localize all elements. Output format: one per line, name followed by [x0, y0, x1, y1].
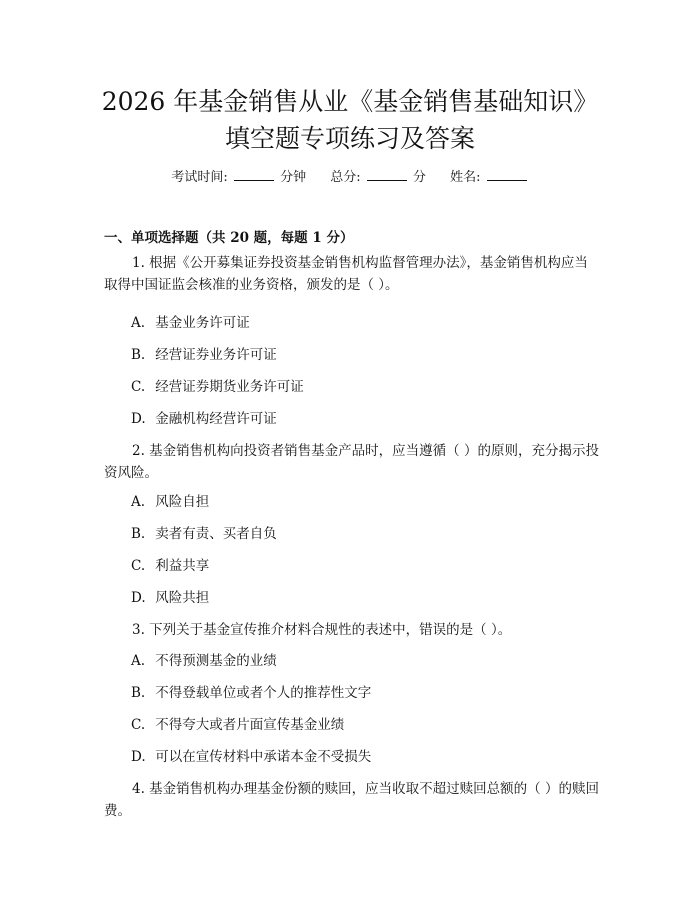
exam-time: [171, 168, 306, 188]
exam-info: [0, 168, 700, 188]
option-text: 基金业务许可证: [155, 315, 250, 331]
student-name-blank: [487, 168, 527, 181]
option-text: 金融机构经营许可证: [155, 411, 277, 427]
question-text: 1. 根据《公开募集证券投资基金销售机构监督管理办法》，基金销售机构应当取得中国证监会核准的业务资格，颁发的是（ ）。: [104, 255, 588, 293]
option-item: [131, 683, 371, 703]
option-text: 风险自担: [155, 494, 210, 510]
option-item: [131, 747, 371, 767]
option-item: [131, 524, 277, 544]
option-letter: A.: [131, 315, 146, 331]
page-subtitle: 填空题专项练习及答案: [224, 124, 475, 153]
option-item: [131, 588, 209, 608]
option-text: 卖者有责、买者自负: [155, 526, 277, 542]
question-text: 2. 基金销售机构向投资者销售基金产品时，应当遵循（ ）的原则，充分揭示投资风险。: [104, 443, 599, 481]
option-text: 可以在宣传材料中承诺本金不受损失: [155, 749, 372, 765]
option-letter: A.: [131, 653, 146, 669]
option-item: [131, 409, 277, 429]
total-score: [330, 168, 426, 188]
section-heading: 一、单项选择题（共 20 题，每题 1 分）: [104, 230, 354, 246]
option-item: [131, 345, 277, 365]
total-score-unit: 分: [412, 170, 426, 185]
exam-time-blank: [234, 168, 274, 181]
option-text: 不得登载单位或者个人的推荐性文字: [155, 685, 372, 701]
option-text: 风险共担: [155, 590, 210, 606]
option-text: 不得预测基金的业绩: [155, 653, 277, 669]
option-text: 经营证券期货业务许可证: [155, 379, 304, 395]
question-text: 4. 基金销售机构办理基金份额的赎回，应当收取不超过赎回总额的（ ）的赎回费。: [104, 781, 599, 819]
option-item: [131, 556, 209, 576]
option-letter: C.: [131, 558, 146, 574]
option-letter: B.: [131, 685, 146, 701]
option-item: [131, 492, 209, 512]
option-letter: A.: [131, 494, 146, 510]
page-title: 2026 年基金销售从业《基金销售基础知识》: [101, 87, 599, 116]
option-letter: D.: [131, 411, 146, 427]
exam-time-label: 考试时间:: [171, 170, 228, 185]
option-text: 利益共享: [155, 558, 210, 574]
option-letter: C.: [131, 717, 146, 733]
option-text: 不得夸大或者片面宣传基金业绩: [155, 717, 345, 733]
total-score-label: 总分:: [330, 170, 361, 185]
option-letter: D.: [131, 749, 146, 765]
option-letter: B.: [131, 526, 146, 542]
student-name: [450, 168, 529, 188]
student-name-label: 姓名:: [450, 170, 481, 185]
total-score-blank: [367, 168, 407, 181]
option-item: [131, 651, 277, 671]
question-text: 3. 下列关于基金宣传推介材料合规性的表述中，错误的是（ ）。: [132, 622, 512, 638]
exam-time-unit: 分钟: [280, 170, 307, 185]
option-item: [131, 715, 344, 735]
option-letter: C.: [131, 379, 146, 395]
option-text: 经营证券业务许可证: [155, 347, 277, 363]
option-letter: D.: [131, 590, 146, 606]
option-letter: B.: [131, 347, 146, 363]
option-item: [131, 377, 304, 397]
option-item: [131, 313, 250, 333]
